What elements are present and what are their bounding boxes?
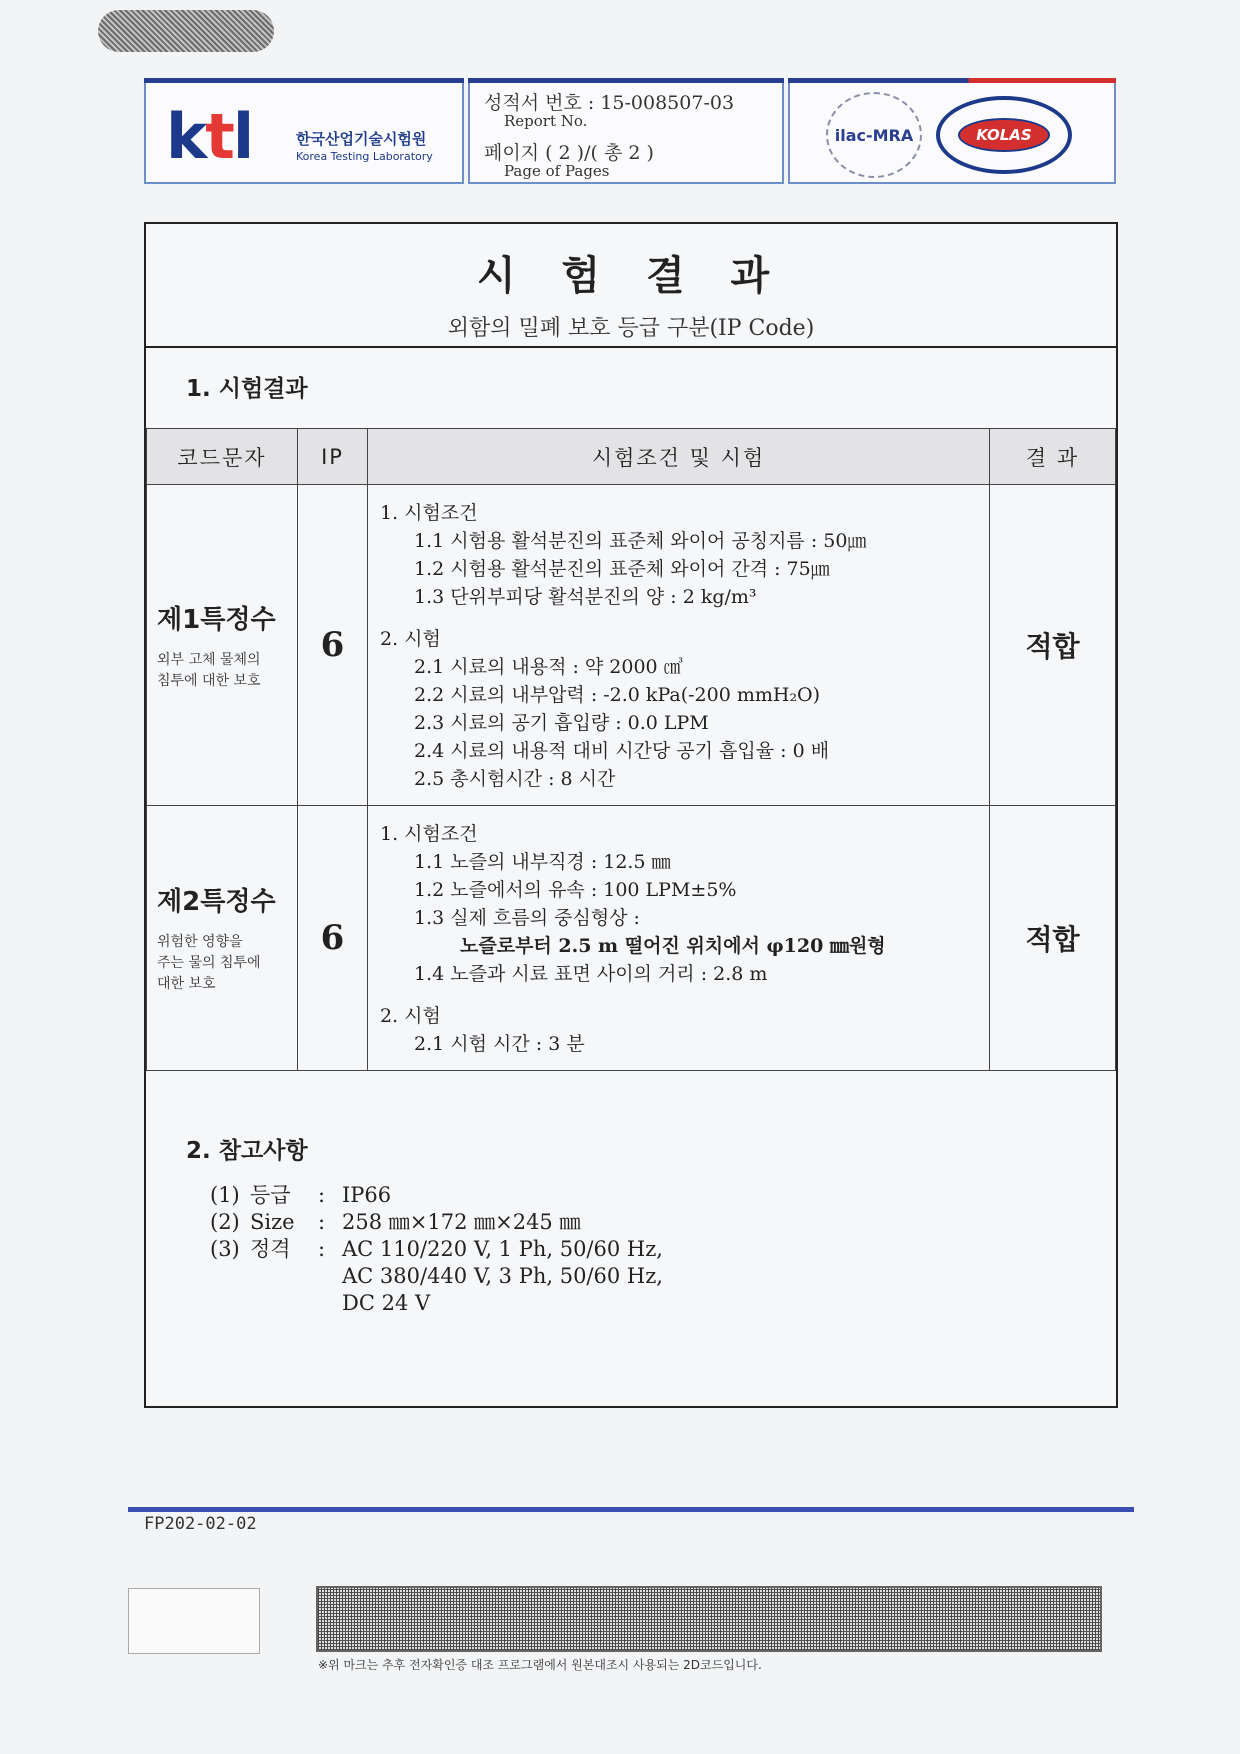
title-box — [146, 224, 1116, 348]
note-number: (2) — [210, 1210, 240, 1234]
result-cell: 적합 — [990, 806, 1116, 1071]
note-item — [210, 1182, 663, 1209]
condition-line: 1.1 시험용 활석분진의 표준체 와이어 공칭지름 : 50㎛ — [414, 530, 867, 552]
table-row — [147, 485, 1116, 806]
condition-line: 2.1 시료의 내용적 : 약 2000 ㎤ — [414, 656, 683, 678]
condition-line: 노즐로부터 2.5 m 떨어진 위치에서 φ120 ㎜원형 — [460, 935, 886, 957]
note-item — [210, 1236, 663, 1317]
page-subtitle: 외함의 밀폐 보호 등급 구분(IP Code) — [447, 316, 815, 341]
code-description-line: 위험한 영향을 — [157, 934, 243, 950]
condition-spacer — [380, 611, 989, 625]
note-label: 등급 — [250, 1183, 291, 1207]
page-label: 페이지 ( 2 )/( 총 2 ) — [484, 142, 654, 164]
condition-line: 2. 시험 — [380, 1005, 441, 1027]
col-result: 결 과 — [990, 429, 1116, 485]
condition-line: 1.4 노즐과 시료 표면 사이의 거리 : 2.8 m — [414, 963, 768, 985]
results-frame — [144, 222, 1118, 1408]
ilac-mra-logo: ilac-MRA — [826, 92, 922, 178]
condition-line: 2.3 시료의 공기 흡입량 : 0.0 LPM — [414, 712, 709, 734]
condition-line: 1.2 시험용 활석분진의 표준체 와이어 간격 : 75㎛ — [414, 558, 830, 580]
condition-line: 2. 시험 — [380, 628, 441, 650]
col-code: 코드문자 — [147, 429, 298, 485]
code-description-line: 대한 보호 — [157, 976, 216, 992]
report-no-value: 15-008507-03 — [600, 92, 735, 114]
condition-line: 2.1 시험 시간 : 3 분 — [414, 1033, 585, 1055]
note-value: DC 24 V — [342, 1291, 431, 1315]
condition-line: 2.2 시료의 내부압력 : -2.0 kPa(-200 mmH₂O) — [414, 684, 821, 706]
org-name-kr: 한국산업기술시험원 — [296, 130, 427, 148]
kolas-logo: KOLAS — [936, 96, 1072, 174]
ip-digit: 6 — [298, 806, 368, 1071]
condition-line: 1.3 실제 흐름의 중심형상 : — [414, 907, 640, 929]
condition-line: 1.1 노즐의 내부직경 : 12.5 ㎜ — [414, 851, 671, 873]
code-cell — [147, 485, 298, 806]
header-info-box — [468, 78, 784, 184]
header-logo-box — [144, 78, 464, 184]
form-code: FP202-02-02 — [144, 1514, 257, 1534]
note-values — [342, 1182, 391, 1209]
report-no-label: 성적서 번호 : — [484, 92, 595, 114]
security-pattern — [98, 10, 274, 52]
conditions-cell — [368, 485, 990, 806]
condition-line: 1.2 노즐에서의 유속 : 100 LPM±5% — [414, 879, 737, 901]
condition-line: 2.5 총시험시간 : 8 시간 — [414, 768, 616, 790]
stamp-box — [128, 1588, 260, 1654]
ktl-logo: ktl — [166, 100, 253, 173]
note-colon: : — [318, 1183, 326, 1207]
note-number: (1) — [210, 1183, 240, 1207]
note-label: 정격 — [250, 1237, 291, 1261]
condition-line: 1. 시험조건 — [380, 823, 478, 845]
page-title: 시 험 결 과 — [476, 252, 786, 299]
section1-heading: 1. 시험결과 — [186, 376, 308, 402]
note-label: Size — [250, 1210, 295, 1234]
condition-line: 1.3 단위부피당 활석분진의 양 : 2 kg/m³ — [414, 586, 757, 608]
result-cell: 적합 — [990, 485, 1116, 806]
code-description — [157, 932, 297, 995]
notes-list — [210, 1182, 663, 1317]
header-cert-box — [788, 78, 1116, 184]
2d-barcode — [316, 1586, 1102, 1652]
condition-spacer — [380, 988, 989, 1002]
table-row — [147, 806, 1116, 1071]
condition-line: 2.4 시료의 내용적 대비 시간당 공기 흡입율 : 0 배 — [414, 740, 830, 762]
code-cell — [147, 806, 298, 1071]
org-name — [296, 128, 433, 163]
conditions-cell — [368, 806, 990, 1071]
col-conditions: 시험조건 및 시험 — [368, 429, 990, 485]
code-description-line: 주는 물의 침투에 — [157, 955, 261, 971]
footer-rule — [128, 1507, 1134, 1512]
code-name: 제2특정수 — [157, 887, 276, 917]
note-value: AC 380/440 V, 3 Ph, 50/60 Hz, — [342, 1264, 663, 1288]
code-description — [157, 650, 297, 692]
note-colon: : — [318, 1210, 326, 1234]
note-value: IP66 — [342, 1183, 392, 1207]
code-description-line: 침투에 대한 보호 — [157, 672, 261, 689]
page-label-en: Page of Pages — [504, 162, 610, 180]
org-name-en: Korea Testing Laboratory — [296, 150, 433, 163]
note-number: (3) — [210, 1237, 240, 1261]
col-ip: IP — [298, 429, 368, 485]
report-no — [484, 88, 734, 115]
report-no-label-en: Report No. — [504, 112, 588, 130]
note-values — [342, 1209, 580, 1236]
note-value: AC 110/220 V, 1 Ph, 50/60 Hz, — [342, 1237, 663, 1261]
table-header-row — [147, 429, 1116, 485]
code-name: 제1특정수 — [157, 604, 276, 635]
note-colon: : — [318, 1237, 326, 1261]
code-description-line: 외부 고체 물체의 — [157, 651, 261, 668]
note-item — [210, 1209, 663, 1236]
barcode-note: ※위 마크는 추후 전자확인증 대조 프로그램에서 원본대조시 사용되는 2D코드입니다. — [318, 1658, 762, 1672]
note-value: 258 ㎜×172 ㎜×245 ㎜ — [342, 1210, 581, 1234]
condition-line: 1. 시험조건 — [380, 502, 478, 524]
section2-heading: 2. 참고사항 — [186, 1138, 308, 1164]
ip-digit: 6 — [298, 485, 368, 806]
note-values — [342, 1236, 663, 1317]
results-table — [146, 428, 1116, 1071]
